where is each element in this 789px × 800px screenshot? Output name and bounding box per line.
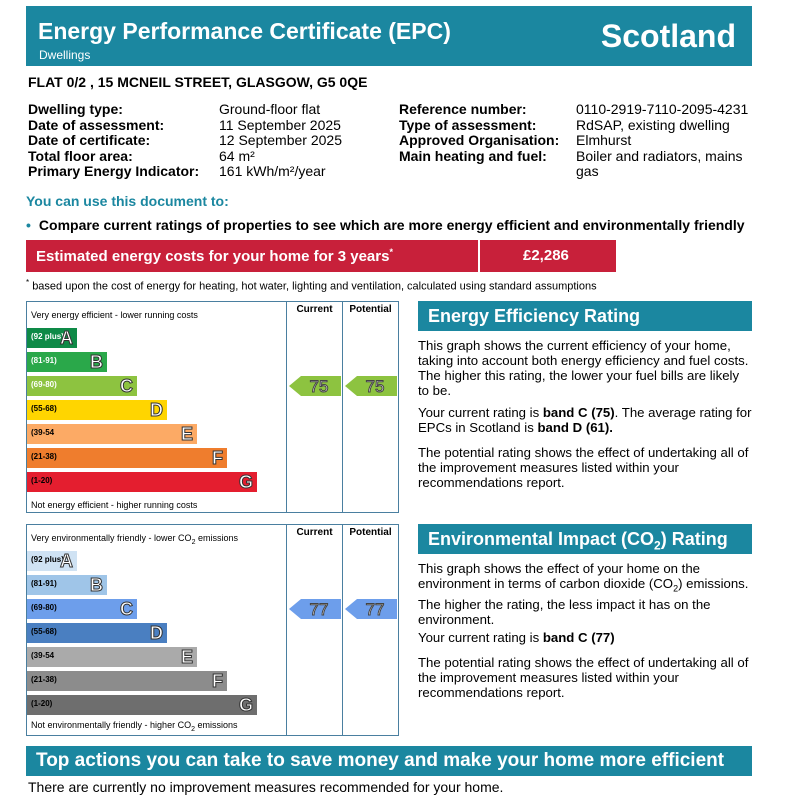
co2_graph-band-letter: E — [180, 647, 193, 667]
current-column-header: Current — [296, 304, 333, 315]
energy-cost-amount: £2,286 — [523, 247, 569, 264]
certificate-date-label: Date of certificate: — [28, 132, 151, 148]
co2_graph-band-c — [27, 599, 137, 619]
cost-divider — [478, 240, 480, 272]
top-actions-text: There are currently no improvement measures recommended for your home. — [28, 779, 504, 795]
co2_graph-band-range: (55-68) — [31, 627, 57, 636]
energy-cost-label-text: Estimated energy costs for your home for 3 years — [36, 248, 390, 265]
eer-p2-mid: . The average rating for EPCs in Scotland is — [418, 405, 752, 435]
energy_graph-band-g — [27, 472, 257, 492]
top-caption: Very energy efficient - lower running costs — [31, 310, 198, 320]
co2_graph-band-range: (69-80) — [31, 603, 57, 612]
bottom-caption-tail: emissions — [194, 720, 238, 731]
energy_graph-potential-rating-arrow — [345, 376, 397, 396]
certificate-subtitle: Dwellings — [39, 48, 91, 62]
co2_graph-band-letter: C — [120, 599, 133, 619]
footnote-text: based upon the cost of energy for heating, hot water, lighting and ventilation, calculated using standard assumptions — [32, 280, 597, 293]
energy-cost-bar — [26, 240, 616, 272]
energy_graph-band-a — [27, 328, 77, 348]
co2_graph-band-letter: A — [60, 551, 73, 571]
energy-cost-label — [36, 247, 393, 265]
use-document-heading: You can use this document to: — [26, 193, 229, 209]
eer-paragraph-1: This graph shows the current efficiency of your home, taking into account both energy efficiency and fuel costs. The higher this rating, the lower your fuel bills are likely to be. — [418, 338, 749, 398]
bottom-caption — [31, 720, 238, 733]
energy_graph-potential-rating-value: 75 — [365, 377, 385, 396]
energy_graph-current-rating-value: 75 — [309, 377, 329, 396]
assessment-type-value: RdSAP, existing dwelling — [576, 117, 730, 133]
eir-paragraph-2 — [418, 630, 752, 645]
country-label: Scotland — [600, 18, 736, 54]
co2_graph-current-rating-value: 77 — [309, 600, 329, 619]
co2_graph-band-letter: G — [238, 695, 253, 715]
energy_graph-band-range: (1-20) — [31, 476, 53, 485]
eir-title-sub: 2 — [654, 538, 661, 553]
top-caption-sub: 2 — [191, 538, 196, 546]
organisation-label: Approved Organisation: — [399, 132, 560, 148]
eir-paragraph-1 — [418, 561, 752, 627]
co2_graph-band-range: (21-38) — [31, 675, 57, 684]
top-actions-heading: Top actions you can take to save money and make your home more efficient — [26, 746, 752, 776]
eir-title-tail: ) Rating — [660, 529, 728, 549]
co2_graph-band-letter: F — [212, 671, 223, 691]
co2_graph-band-letter: D — [150, 623, 163, 643]
co2_graph-band-range: (81-91) — [31, 579, 57, 588]
potential-column-header: Potential — [349, 304, 392, 315]
energy_graph-band-range: (39-54 — [31, 428, 55, 437]
co2_graph-band-d — [27, 623, 167, 643]
details-left — [28, 102, 388, 182]
assessment-date-label: Date of assessment: — [28, 117, 165, 133]
energy-efficiency-graph — [26, 301, 399, 513]
bullet-icon: • — [26, 217, 31, 233]
co2_graph-band-range: (92 plus) — [31, 555, 64, 564]
footnote-marker: * — [26, 278, 30, 287]
potential-column-header: Potential — [349, 527, 392, 538]
top-caption-tail: emissions — [195, 533, 238, 543]
bottom-caption-sub: 2 — [191, 726, 195, 733]
co2_graph-band-letter: B — [90, 575, 103, 595]
average-band: band D (61). — [537, 420, 613, 435]
eir-current-band: band C (77) — [542, 630, 615, 645]
energy_graph-band-letter: A — [60, 328, 73, 348]
environmental-impact-graph — [26, 524, 399, 736]
co2_graph-band-f — [27, 671, 227, 691]
energy_graph-band-letter: D — [150, 400, 163, 420]
compare-bullet-text: Compare current ratings of properties to see which are more energy efficient and environmentally friendly — [38, 217, 745, 233]
eir-p1-tail: ) emissions. The higher the rating, the less impact it has on the environment. — [418, 576, 749, 627]
current-band: band C (75) — [542, 405, 615, 420]
organisation-value: Elmhurst — [576, 132, 632, 148]
cost-footnote — [26, 278, 597, 293]
property-address: FLAT 0/2 , 15 MCNEIL STREET, GLASGOW, G5 0QE — [28, 74, 368, 90]
current-column-divider — [286, 302, 287, 512]
potential-column-divider — [342, 302, 343, 512]
assessment-type-label: Type of assessment: — [399, 117, 537, 133]
dwelling-type-value: Ground-floor flat — [219, 101, 321, 117]
eir-p2-text: Your current rating is — [418, 630, 543, 645]
co2_graph-band-a — [27, 551, 77, 571]
energy_graph-band-range: (21-38) — [31, 452, 57, 461]
energy_graph-band-range: (81-91) — [31, 356, 57, 365]
energy_graph-band-letter: B — [90, 352, 103, 372]
energy_graph-band-b — [27, 352, 107, 372]
current-column-divider — [286, 525, 287, 735]
energy_graph-band-c — [27, 376, 137, 396]
floor-area-label: Total floor area: — [28, 148, 133, 164]
certificate-date-value: 12 September 2025 — [219, 132, 342, 148]
eer-p2-text: Your current rating is — [418, 405, 543, 420]
reference-label: Reference number: — [399, 101, 527, 117]
co2_graph-potential-rating-value: 77 — [365, 600, 385, 619]
energy-efficiency-heading: Energy Efficiency Rating — [418, 301, 752, 331]
heating-value-cont: gas — [576, 163, 599, 179]
heating-label: Main heating and fuel: — [399, 148, 547, 164]
energy_graph-band-f — [27, 448, 227, 468]
details-right — [399, 102, 759, 182]
current-column-header: Current — [296, 527, 333, 538]
energy_graph-band-d — [27, 400, 167, 420]
top-caption — [31, 533, 238, 546]
epc-header — [26, 6, 752, 66]
reference-value: 0110-2919-7110-2095-4231 — [576, 101, 749, 117]
co2_graph-band-range: (39-54 — [31, 651, 55, 660]
co2_graph-potential-rating-arrow — [345, 599, 397, 619]
top-caption-text: Very environmentally friendly - lower CO — [31, 533, 192, 543]
bottom-caption-text: Not environmentally friendly - higher CO — [31, 720, 192, 731]
energy_graph-current-rating-arrow — [289, 376, 341, 396]
eer-paragraph-2 — [418, 405, 752, 435]
certificate-title: Energy Performance Certificate (EPC) — [38, 18, 451, 44]
co2_graph-band-range: (1-20) — [31, 699, 53, 708]
eir-title-text: Environmental Impact (CO — [428, 529, 655, 549]
eir-paragraph-3: The potential rating shows the effect of undertaking all of the improvement measures listed within your recommendations report. — [418, 655, 749, 700]
floor-area-value: 64 m² — [219, 148, 255, 164]
energy_graph-band-letter: F — [212, 448, 223, 468]
primary-energy-label: Primary Energy Indicator: — [28, 163, 200, 179]
potential-column-divider — [342, 525, 343, 735]
eer-paragraph-3: The potential rating shows the effect of undertaking all of the improvement measures listed within your recommendations report. — [418, 445, 749, 490]
energy_graph-band-letter: E — [180, 424, 193, 444]
heating-value: Boiler and radiators, mains — [576, 148, 743, 164]
energy_graph-band-range: (92 plus) — [31, 332, 64, 341]
environmental-impact-heading — [418, 524, 752, 554]
energy_graph-band-range: (55-68) — [31, 404, 57, 413]
energy-cost-marker: * — [389, 247, 393, 257]
assessment-date-value: 11 September 2025 — [219, 117, 341, 133]
primary-energy-value: 161 kWh/m²/year — [219, 163, 326, 179]
co2_graph-current-rating-arrow — [289, 599, 341, 619]
energy_graph-band-letter: C — [120, 376, 133, 396]
dwelling-type-label: Dwelling type: — [28, 101, 123, 117]
compare-bullet — [26, 217, 745, 233]
eir-p1-text: This graph shows the effect of your home on the environment in terms of carbon dioxide (CO — [418, 561, 700, 591]
energy_graph-band-letter: G — [238, 472, 253, 492]
energy_graph-band-range: (69-80) — [31, 380, 57, 389]
eir-p1-sub: 2 — [673, 583, 679, 594]
energy_graph-band-e — [27, 424, 197, 444]
co2_graph-band-e — [27, 647, 197, 667]
co2_graph-band-g — [27, 695, 257, 715]
co2_graph-band-b — [27, 575, 107, 595]
bottom-caption: Not energy efficient - higher running costs — [31, 500, 198, 510]
